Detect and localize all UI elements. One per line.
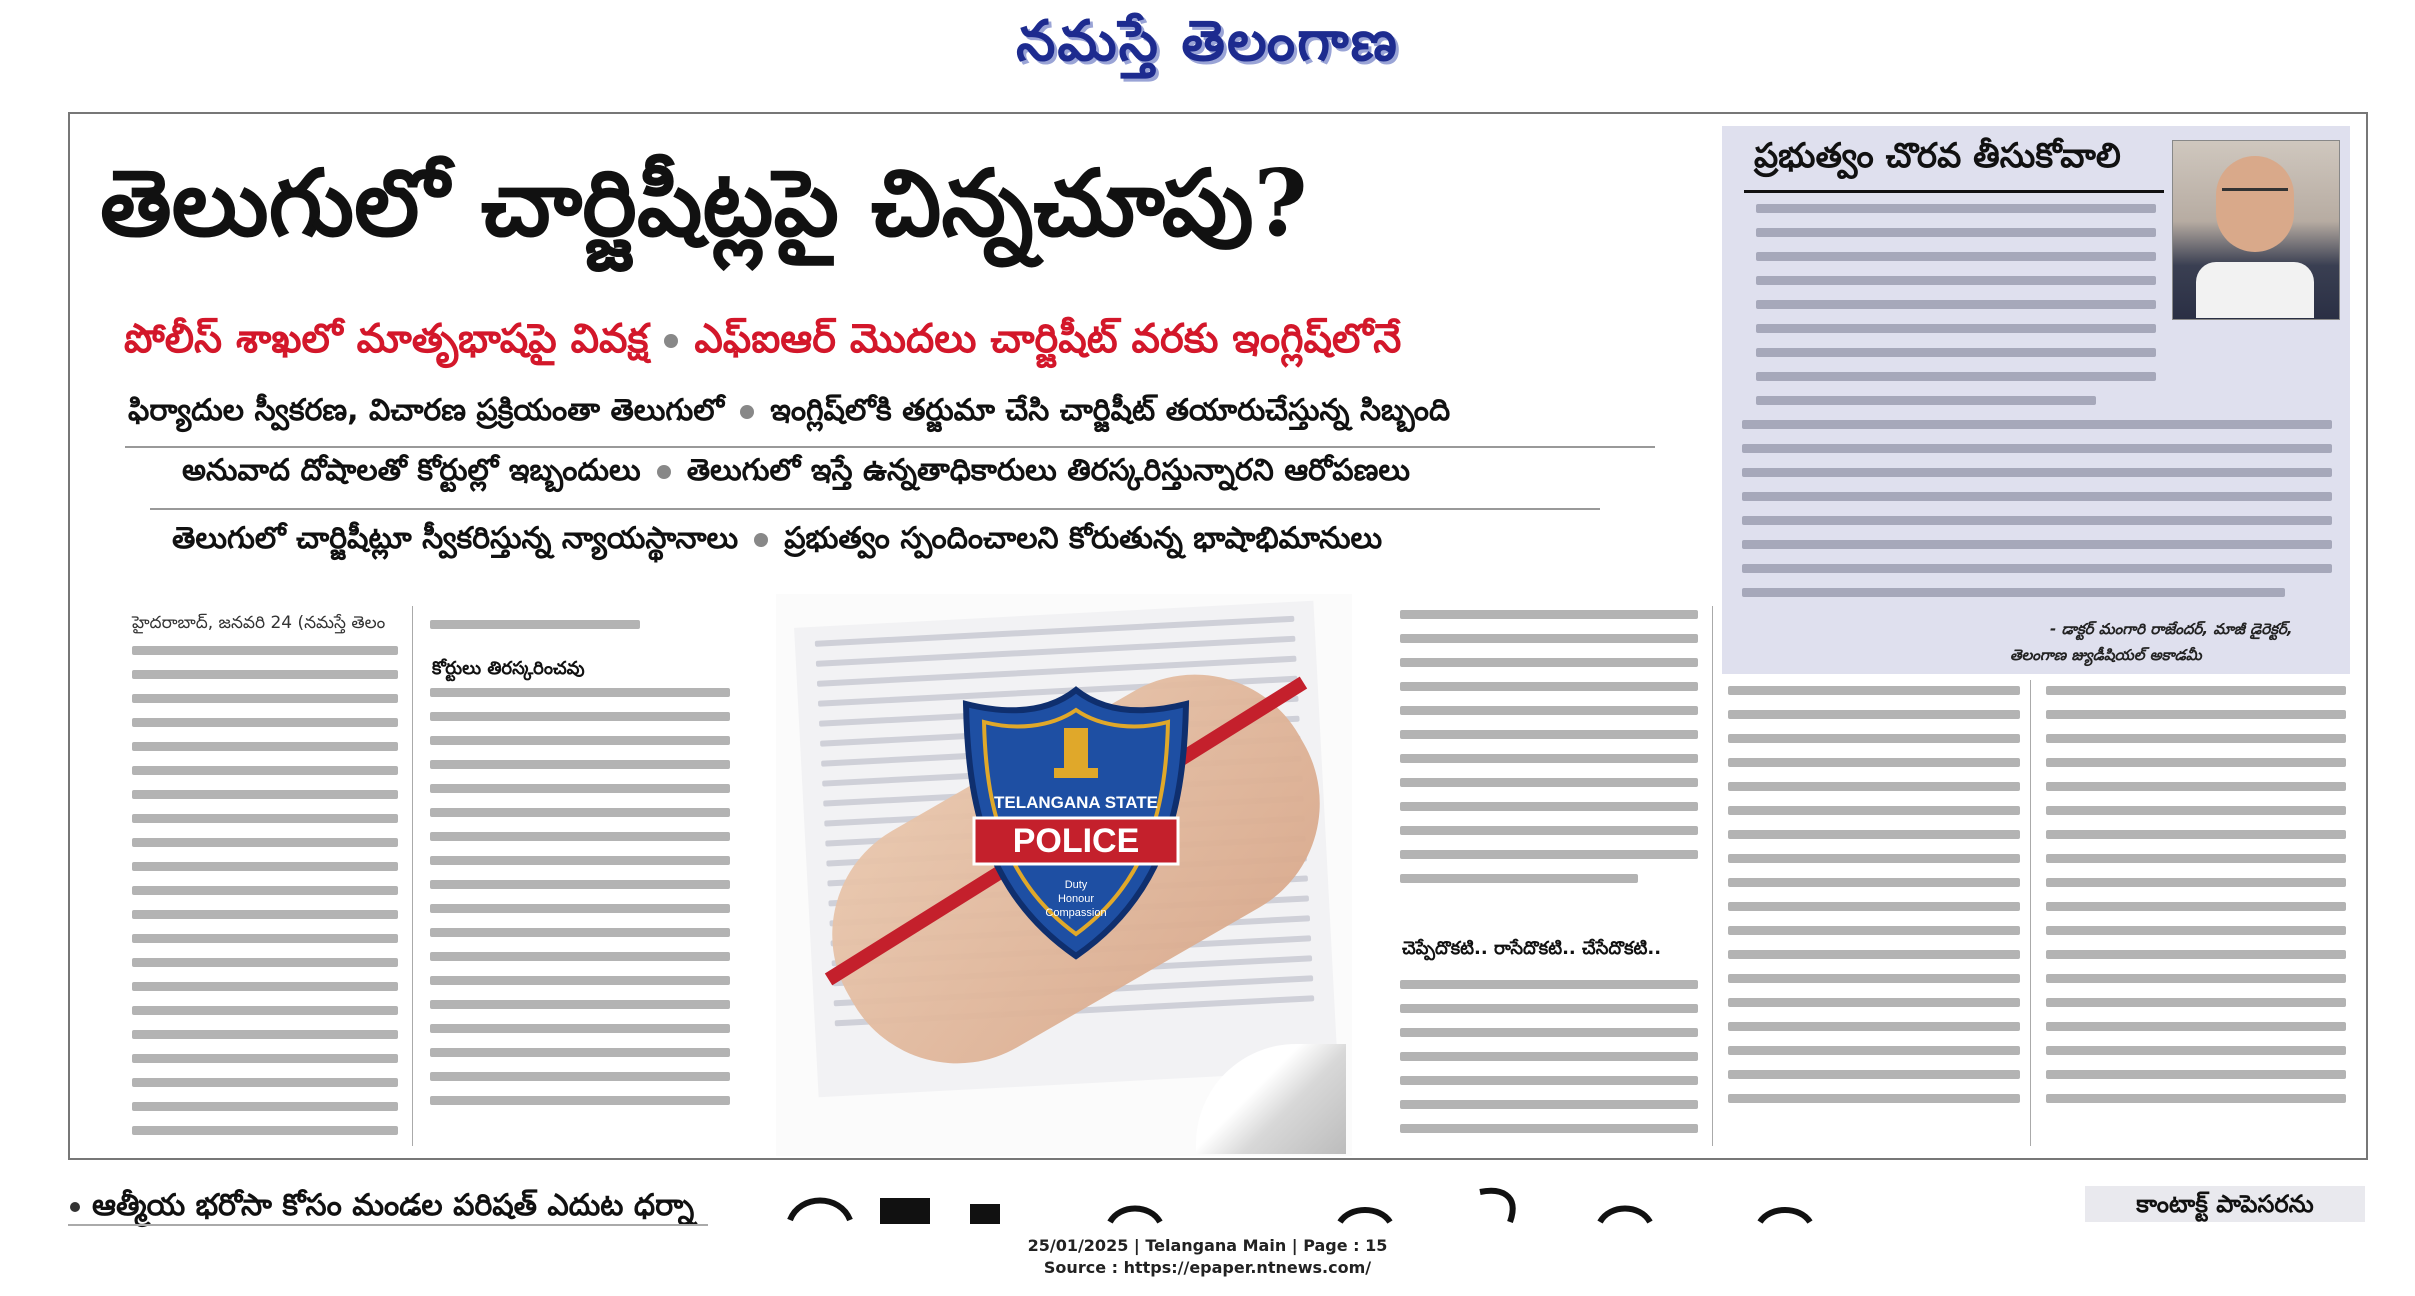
article-column-3-bottom xyxy=(1400,980,1698,1148)
sidebar-signature-org: తెలంగాణ జ్యుడీషియల్ అకాడమీ xyxy=(2010,646,2202,664)
subdeck-2 xyxy=(128,393,1450,435)
masthead-logo: నమస్తే తెలంగాణ xyxy=(1016,8,1399,74)
badge-title: TELANGANA STATE xyxy=(993,793,1159,812)
page-footer-info: 25/01/2025 | Telangana Main | Page : 15 xyxy=(1027,1236,1388,1255)
subdeck-2a: ఫిర్యాదుల స్వీకరణ, విచారణ ప్రక్రియంతా తెలుగులో xyxy=(128,393,725,428)
column-divider xyxy=(412,606,413,1146)
deck-divider xyxy=(125,446,1655,448)
subdeck-3a: అనువాద దోషాలతో కోర్టుల్లో ఇబ్బందులు xyxy=(182,453,641,488)
cropped-next-headline xyxy=(780,1184,1930,1224)
deck-divider xyxy=(150,508,1600,510)
page-footer-source: Source : https://epaper.ntnews.com/ xyxy=(1043,1258,1372,1277)
bottom-headline-text: ఆత్మీయ భరోసా కోసం మండల పరిషత్ ఎదుట ధర్నా xyxy=(92,1188,695,1223)
author-photo-glasses xyxy=(2222,188,2288,205)
subdeck-4a: తెలుగులో చార్జిషీట్లూ స్వీకరిస్తున్న న్యాయస్థానాలు xyxy=(172,521,739,556)
badge-label: POLICE xyxy=(1012,822,1140,860)
article-column-2-top xyxy=(430,620,730,644)
bullet-dot xyxy=(70,1202,80,1212)
sidebar-text-bottom xyxy=(1742,420,2332,612)
column-divider xyxy=(2030,680,2031,1146)
article-column-4 xyxy=(1728,686,2020,1118)
police-illustration xyxy=(776,594,1352,1156)
sidebar-signature-name: - డాక్టర్ మంగారి రాజేందర్, మాజీ డైరెక్టర్, xyxy=(2050,620,2293,638)
bullet-dot xyxy=(754,533,768,547)
article-dateline: హైదరాబాద్, జనవరి 24 (నమస్తే తెలం xyxy=(132,613,386,633)
subdeck-1a: పోలీస్ శాఖలో మాతృభాషపై వివక్ష xyxy=(124,316,649,362)
headline: తెలుగులో చార్జిషీట్లపై చిన్నచూపు? xyxy=(100,149,1308,257)
badge-motto-3: Compassion xyxy=(1045,907,1107,919)
sidebar-title: ప్రభుత్వం చొరవ తీసుకోవాలి xyxy=(1754,136,2121,176)
badge-motto-2: Honour xyxy=(1057,893,1095,905)
article-column-1 xyxy=(132,646,398,1150)
subdeck-2b: ఇంగ్లిష్‌లోకి తర్జుమా చేసి చార్జిషీట్ తయారుచేస్తున్న సిబ్బంది xyxy=(770,393,1451,428)
column-2-subhead: కోర్టులు తిరస్కరించవు xyxy=(432,658,585,679)
subdeck-3 xyxy=(182,453,1410,495)
article-column-3 xyxy=(1400,610,1698,898)
bottom-rule xyxy=(68,1224,708,1226)
subdeck-4 xyxy=(172,521,1382,563)
sidebar-title-rule xyxy=(1744,190,2164,193)
author-photo-shirt xyxy=(2196,262,2314,318)
badge-motto-1: Duty xyxy=(1064,879,1088,891)
bullet-dot xyxy=(657,465,671,479)
column-3-subhead: చెప్పేదొకటి.. రాసేదొకటి.. చేసేదొకటి.. xyxy=(1402,938,1662,959)
subdeck-1b: ఎఫ్ఐఆర్ మొదలు చార్జిషీట్ వరకు ఇంగ్లిష్‌లోనే xyxy=(694,316,1402,362)
next-story-label: కాంటాక్ట్ పాపెసరను xyxy=(2085,1186,2365,1222)
bullet-dot xyxy=(740,405,754,419)
subdeck-1 xyxy=(124,316,1401,372)
article-column-5 xyxy=(2046,686,2346,1118)
article-column-2 xyxy=(430,688,730,1120)
subdeck-3b: తెలుగులో ఇస్తే ఉన్నతాధికారులు తిరస్కరిస్తున్నారని ఆరోపణలు xyxy=(686,453,1411,488)
police-badge-icon xyxy=(946,684,1206,964)
subdeck-4b: ప్రభుత్వం స్పందించాలని కోరుతున్న భాషాభిమానులు xyxy=(784,521,1383,556)
column-divider xyxy=(1712,606,1713,1146)
sidebar-text-top xyxy=(1756,204,2156,420)
bullet-dot xyxy=(664,334,678,348)
